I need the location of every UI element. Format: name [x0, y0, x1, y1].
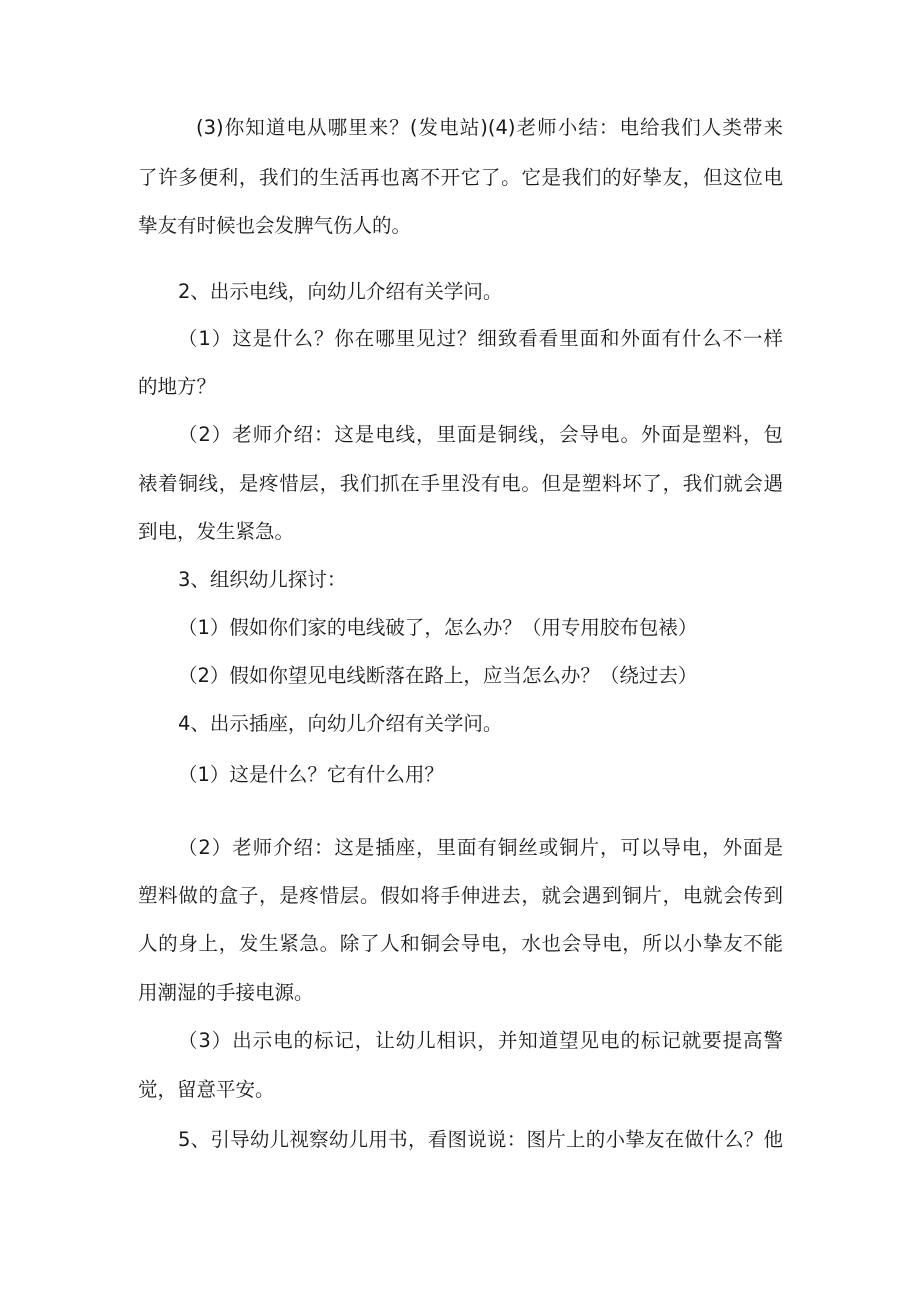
paragraph-line: 塑料做的盒子，是疼惜层。假如将手伸进去，就会遇到铜片，电就会传到 [138, 884, 783, 907]
paragraph-line: 到电，发生紧急。 [138, 520, 295, 543]
paragraph-line: （3）出示电的标记，让幼儿相识，并知道望见电的标记就要提高警 [178, 1029, 783, 1052]
paragraph-line: （1）这是什么？你在哪里见过？细致看看里面和外面有什么不一样 [178, 327, 783, 350]
section-heading: 4、出示插座，向幼儿介绍有关学问。 [178, 712, 503, 735]
paragraph-line: 人的身上，发生紧急。除了人和铜会导电，水也会导电，所以小挚友不能 [138, 932, 783, 955]
paragraph-line: （2）老师介绍：这是电线，里面是铜线，会导电。外面是塑料，包 [178, 423, 783, 446]
paragraph-line: （2）老师介绍：这是插座，里面有铜丝或铜片，可以导电，外面是 [178, 836, 783, 859]
paragraph-line: 了许多便利，我们的生活再也离不开它了。它是我们的好挚友，但这位电 [138, 166, 783, 189]
paragraph-line: 的地方？ [138, 375, 217, 398]
section-heading: 3、组织幼儿探讨： [178, 568, 347, 591]
paragraph-line: 觉，留意平安。 [138, 1078, 275, 1101]
section-heading: 5、引导幼儿视察幼儿用书，看图说说：图片上的小挚友在做什么？他 [178, 1128, 783, 1151]
paragraph-line: 裱着铜线，是疼惜层，我们抓在手里没有电。但是塑料坏了，我们就会遇 [138, 472, 783, 495]
paragraph-line: 用潮湿的手接电源。 [138, 981, 314, 1004]
section-heading: 2、出示电线，向幼儿介绍有关学问。 [178, 280, 503, 303]
paragraph-line: （1）这是什么？它有什么用？ [178, 763, 444, 786]
paragraph-line: 挚友有时候也会发脾气伤人的。 [138, 214, 412, 237]
paragraph-line: （1）假如你们家的电线破了，怎么办？（用专用胶布包裱） [178, 616, 698, 639]
paragraph-line: (3)你知道电从哪里来？(发电站)(4)老师小结：电给我们人类带来 [196, 116, 783, 139]
paragraph-line: （2）假如你望见电线断落在路上，应当怎么办？（绕过去） [178, 664, 698, 687]
